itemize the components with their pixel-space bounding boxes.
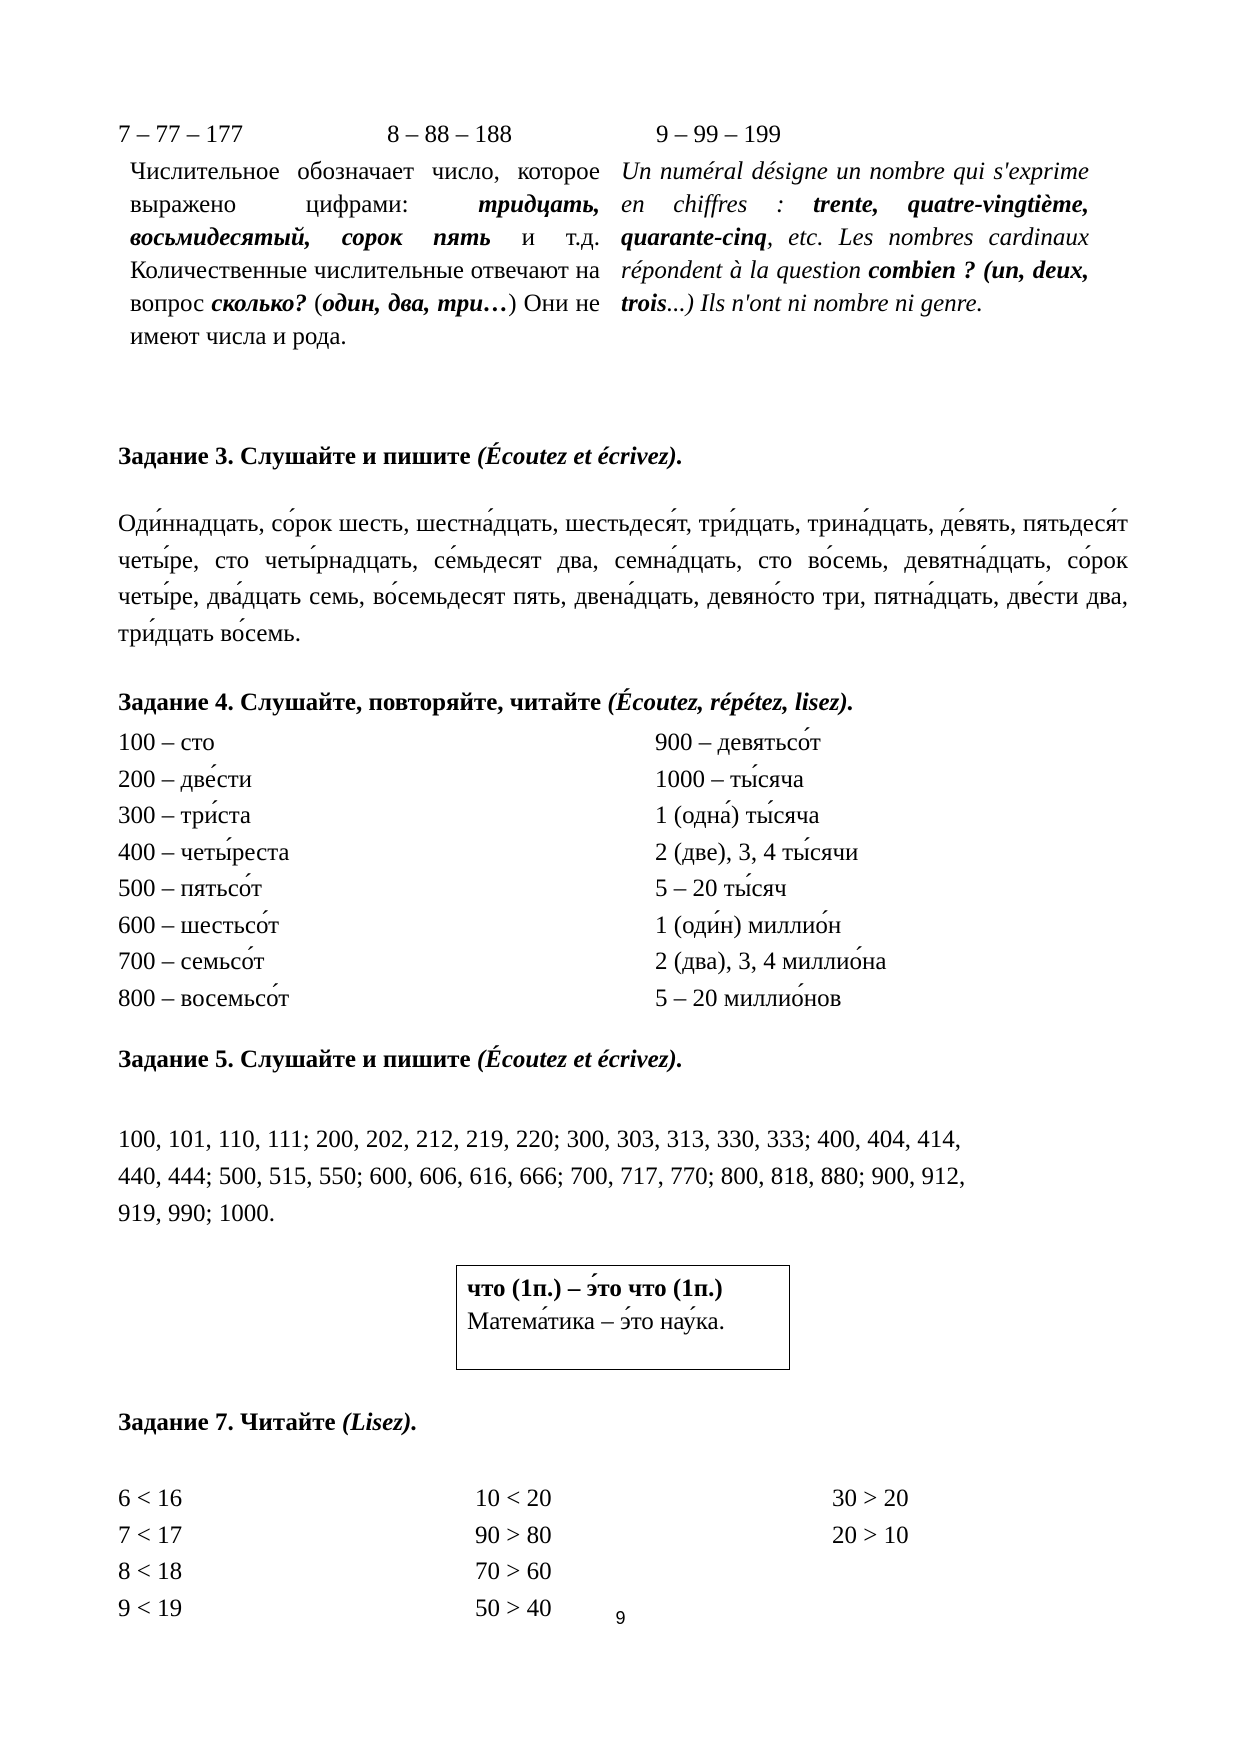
list-item: 300 – три́ста [118, 802, 252, 829]
task7-column-3 [832, 1481, 1032, 1554]
list-item: 900 – девятьсо́т [655, 729, 821, 756]
list-item: 100 – сто [118, 729, 215, 756]
list-item: 2 (две), 3, 4 ты́сячи [655, 838, 859, 866]
comparison-item: 30 > 20 [832, 1485, 909, 1512]
list-item: 400 – четы́реста [118, 838, 290, 866]
list-item: 600 – шестьсо́т [118, 911, 280, 939]
number-series-row [118, 118, 1118, 154]
series-9: 9 – 99 – 199 [656, 121, 781, 148]
comparison-item: 9 < 19 [118, 1594, 183, 1622]
comparison-item: 8 < 18 [118, 1558, 183, 1585]
task3-heading: Задание 3. Слушайте и пишите (Écoutez et écrivez). [118, 443, 684, 470]
definition-russian: Числительное обозначает число, которое выражено цифрами: тридцать, восьмидесятый, сорок пять и т.д. Количественные числительные отвечают на вопрос сколько? (один, два, три…) Они не имеют числа и рода. [130, 158, 601, 350]
comparison-item: 20 > 10 [832, 1521, 909, 1549]
list-item: 1 (оди́н) миллио́н [655, 911, 842, 939]
definition-french: Un numéral désigne un nombre qui s'exprime en chiffres : trente, quatre-vingtième, quarante-cinq, etc. Les nombres cardinaux répondent à la question combien ? (un, deux, trois...) Ils n'ont ni nombre ni genre. [621, 158, 1090, 317]
grammar-box [456, 1265, 790, 1370]
list-item: 500 – пятьсо́т [118, 875, 262, 902]
task5-numbers: 100, 101, 110, 111; 200, 202, 212, 219, 220; 300, 303, 313, 330, 333; 400, 404, 414, 440, 444; 500, 515, 550; 600, 606, 616, 666; 700, 717, 770; 800, 818, 880; 900, 912, 919, 990; 1000. [118, 1126, 966, 1227]
task3-text: Оди́ннадцать, со́рок шесть, шестна́дцать, шестьдеся́т, три́дцать, трина́дцать, де́вять, пятьдеся́т четы́ре, сто четы́рнадцать, се́мьдесят два, семна́дцать, сто во́семь, девятна́дцать, со́рок четы́ре, два́дцать семь, во́семьдесят пять, двена́дцать, девяно́сто три, пятна́дцать, две́сти два, три́дцать во́семь. [118, 510, 1128, 647]
series-8: 8 – 88 – 188 [387, 121, 512, 148]
comparison-item: 50 > 40 [475, 1594, 552, 1622]
list-item: 200 – две́сти [118, 765, 252, 793]
list-item: 1 (одна́) ты́сяча [655, 802, 820, 829]
series-7: 7 – 77 – 177 [118, 121, 243, 148]
list-item: 700 – семьсо́т [118, 948, 265, 975]
grammar-rule: что (1п.) – э́то что (1п.) [467, 1275, 723, 1302]
comparison-item: 70 > 60 [475, 1558, 552, 1585]
task7-heading: Задание 7. Читайте (Lisez). [118, 1409, 418, 1436]
list-item: 2 (два), 3, 4 миллио́на [655, 948, 887, 975]
task5-heading: Задание 5. Слушайте и пишите (Écoutez et écrivez). [118, 1046, 684, 1073]
list-item: 1000 – ты́сяча [655, 765, 804, 793]
task4-list-right [655, 725, 1115, 1017]
comparison-item: 6 < 16 [118, 1485, 183, 1512]
comparison-item: 7 < 17 [118, 1521, 183, 1549]
page-number: 9 [615, 1608, 626, 1628]
task4-list-left [118, 725, 578, 1017]
comparison-item: 10 < 20 [475, 1485, 552, 1512]
comparison-item: 90 > 80 [475, 1521, 552, 1549]
list-item: 5 – 20 миллио́нов [655, 984, 842, 1012]
task4-heading: Задание 4. Слушайте, повторяйте, читайте (Écoutez, répétez, lisez). [118, 689, 854, 716]
list-item: 800 – восемьсо́т [118, 984, 290, 1012]
grammar-example: Матема́тика – э́то нау́ка. [467, 1308, 725, 1335]
list-item: 5 – 20 ты́сяч [655, 875, 787, 902]
